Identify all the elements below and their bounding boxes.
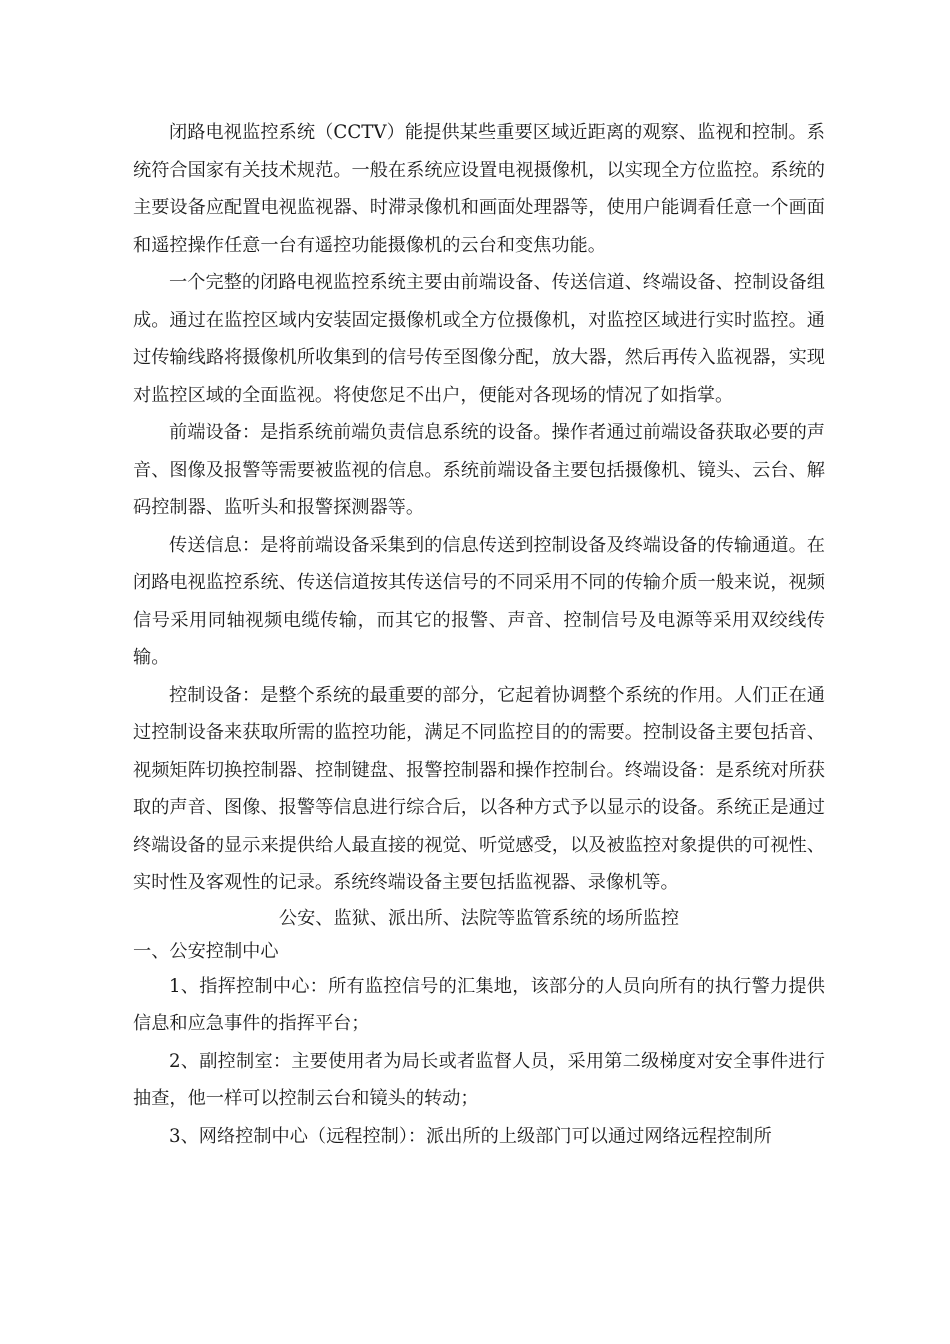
paragraph-system-composition: 一个完整的闭路电视监控系统主要由前端设备、传送信道、终端设备、控制设备组成。通过在监控区域内安装固定摄像机或全方位摄像机，对监控区域进行实时监控。通过传输线路将摄像机所收集到的信号传至图像分配，放大器，然后再传入监视器，实现对监控区域的全面监视。将使您足不出户，便能对各现场的情况了如指掌。 <box>133 272 825 406</box>
paragraph-cctv-intro: 闭路电视监控系统（CCTV）能提供某些重要区域近距离的观察、监视和控制。系统符合国家有关技术规范。一般在系统应设置电视摄像机，以实现全方位监控。系统的主要设备应配置电视监视器、时滞录像机和画面处理器等，使用户能调看任意一个画面和遥控操作任意一台有遥控功能摄像机的云台和变焦功能。 <box>133 122 825 256</box>
subsection-title: 一、公安控制中心 <box>133 940 279 962</box>
list-item-command-center: 1、指挥控制中心：所有监控信号的汇集地，该部分的人员向所有的执行警力提供信息和应急事件的指挥平台； <box>133 975 825 1034</box>
paragraph-front-end-devices: 前端设备：是指系统前端负责信息系统的设备。操作者通过前端设备获取必要的声音、图像及报警等需要被监视的信息。系统前端设备主要包括摄像机、镜头、云台、解码控制器、监听头和报警探测器等。 <box>133 422 825 518</box>
list-item-sub-control-room: 2、副控制室：主要使用者为局长或者监督人员，采用第二级梯度对安全事件进行抽查，他一样可以控制云台和镜头的转动； <box>133 1050 825 1109</box>
paragraph-control-devices: 控制设备：是整个系统的最重要的部分，它起着协调整个系统的作用。人们正在通过控制设备来获取所需的监控功能，满足不同监控目的的需要。控制设备主要包括音、视频矩阵切换控制器、控制键盘、报警控制器和操作控制台。终端设备：是系统对所获取的声音、图像、报警等信息进行综合后，以各种方式予以显示的设备。系统正是通过终端设备的显示来提供给人最直接的视觉、听觉感受，以及被监控对象提供的可视性、实时性及客观性的记录。系统终端设备主要包括监视器、录像机等。 <box>133 684 825 893</box>
paragraph-transmission: 传送信息：是将前端设备采集到的信息传送到控制设备及终端设备的传输通道。在闭路电视监控系统、传送信道按其传送信号的不同采用不同的传输介质一般来说，视频信号采用同轴视频电缆传输，而其它的报警、声音、控制信号及电源等采用双绞线传输。 <box>133 534 825 668</box>
document-body <box>133 114 825 1155</box>
list-item-network-control-center: 3、网络控制中心（远程控制）：派出所的上级部门可以通过网络远程控制所 <box>169 1125 772 1147</box>
section-title: 公安、监狱、派出所、法院等监管系统的场所监控 <box>278 907 680 929</box>
